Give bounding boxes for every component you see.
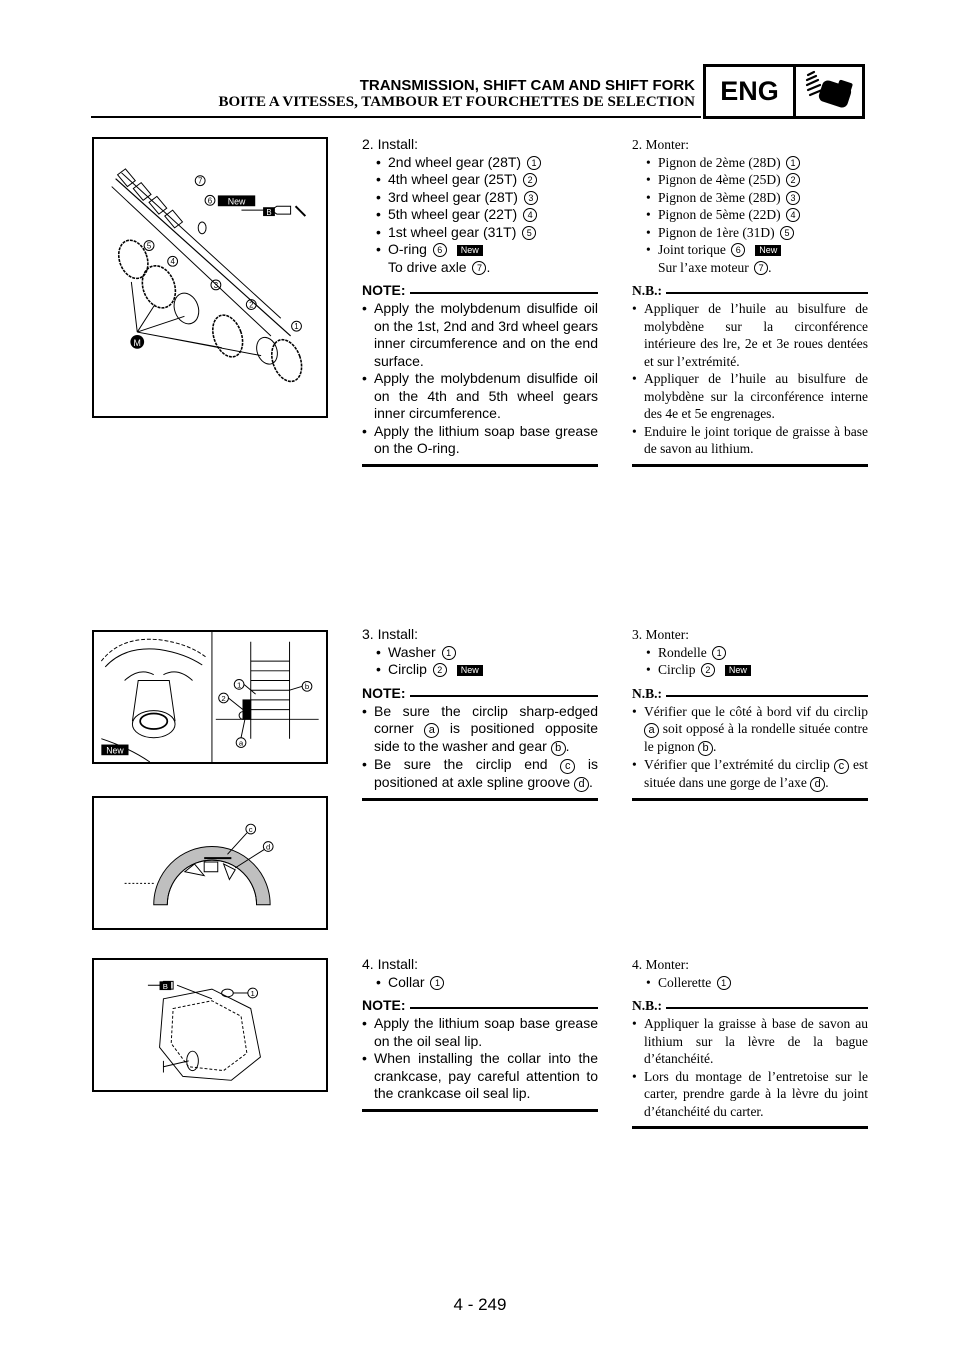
- list-item: • 1st wheel gear (31T) 5: [362, 224, 598, 242]
- text: b: [698, 741, 713, 756]
- text: 1: [236, 680, 242, 690]
- step-4-heading-fr: 4. Monter:: [632, 957, 689, 972]
- text: a: [238, 738, 244, 748]
- text: 6: [207, 196, 213, 206]
- list-item: • O-ring 6 New: [362, 241, 598, 259]
- text: Joint torique: [658, 242, 726, 257]
- note-heading: [362, 685, 598, 703]
- note-item: • When installing the collar into the crankcase, pay careful attention to the crankcase oil seal lip.: [362, 1050, 598, 1101]
- text: 1: [250, 988, 255, 998]
- text: Washer: [388, 643, 436, 660]
- note-end-rule: [632, 1126, 868, 1129]
- note-item: • Lors du montage de l’entretoise sur le carter, prendre garde à la lèvre du joint d’étanchéité du carter.: [632, 1068, 868, 1119]
- list-item: • Washer 1: [362, 644, 598, 662]
- text: 2: [221, 693, 226, 703]
- text: .: [713, 739, 717, 754]
- text: Vérifier que l’extrémité du circlip: [644, 757, 834, 772]
- text: NOTE:: [362, 997, 410, 1013]
- step-3-heading: 3. Install:: [362, 626, 419, 642]
- text: c: [248, 824, 253, 834]
- text: 4: [170, 257, 175, 267]
- text: Appliquer la graisse à base de savon au lithium sur la lèvre de la bague d’étanchéité.: [644, 1016, 868, 1066]
- list-item: • Pignon de 5ème (22D) 4: [632, 206, 868, 224]
- text: Vérifier que le côté à bord vif du circlip: [644, 703, 868, 719]
- new-tag: New: [725, 665, 751, 676]
- text: .: [825, 775, 829, 790]
- figure-circlip-install: [92, 630, 328, 764]
- text: 1: [786, 156, 800, 170]
- text: 6: [433, 243, 447, 257]
- text: N.B.:: [632, 686, 666, 701]
- text: 3: [213, 280, 219, 290]
- text: 2: [786, 173, 800, 187]
- text: .: [565, 738, 570, 754]
- text: est située dans une gorge de l’axe: [644, 757, 868, 790]
- note-item: • Be sure the circlip sharp-edged corner a is positioned opposite side to the washer and gear b .: [362, 702, 598, 754]
- text: 4: [786, 208, 800, 222]
- eng-badge-label: ENG: [706, 67, 796, 116]
- figure-collar-crankcase: [92, 958, 328, 1092]
- fig2-new-tag: New: [106, 745, 124, 756]
- engine-piston-icon: [798, 69, 862, 113]
- text: Appliquer de l’huile au bisulfure de molybdène sur la circonférence intérieure des lre, 2e et 3e roues dentées et sur l’extrémité.: [644, 301, 868, 369]
- text: 1: [442, 646, 456, 660]
- list-item: • Pignon de 3ème (28D) 3: [632, 189, 868, 207]
- text: 2: [433, 663, 447, 677]
- text: b: [304, 682, 310, 692]
- page-number: 4 - 249: [453, 1295, 507, 1314]
- note-heading: [362, 997, 598, 1015]
- text: is positioned opposite side to the washer and gear: [374, 720, 598, 754]
- section-3-french: [632, 956, 868, 1129]
- text: Be sure the circlip end: [374, 756, 561, 772]
- text: N.B.:: [632, 283, 666, 298]
- text: O-ring: [388, 241, 427, 257]
- fig1-new-tag: New: [227, 196, 246, 207]
- text: d: [810, 777, 825, 792]
- text: Collerette: [658, 974, 712, 990]
- text: 4th wheel gear (25T): [388, 171, 518, 187]
- section-1-english: 2. Install: • 2nd wheel gear (28T) 1 • 4th wheel gear (25T) 2 • 3rd wheel gear (28T) 3 • 5th wheel gear (22T) 4 • 1st wheel gear (31T) 5 • O-ring 6 New To drive axle 7 . NOTE: • Apply the molybdenum disulfide oil on the 1st, 2nd and 3rd wheel gears inner circumference and on the end surface. • Apply the molybdenum disulfide oil on the 4th and 5th wheel gears inner circumference. • Apply the lithium soap base grease on the O-ring.: [362, 136, 598, 467]
- text: .: [589, 774, 593, 790]
- list-item: • Pignon de 4ème (25D) 2: [632, 171, 868, 189]
- text: 3: [786, 191, 800, 205]
- text: is positioned at axle spline groove: [374, 756, 598, 790]
- text: Appliquer de l’huile au bisulfure de molybdène sur la circonférence interne des 4e et 5e engrenages.: [644, 371, 868, 421]
- header-rule: [91, 116, 701, 118]
- note-end-rule: [362, 798, 598, 801]
- text: 2: [523, 173, 537, 187]
- eng-badge: [703, 64, 865, 119]
- note-heading: [362, 282, 598, 300]
- note-item: • Appliquer de l’huile au bisulfure de molybdène sur la circonférence interne des 4e et 5e engrenages.: [632, 371, 868, 421]
- text: 1: [430, 976, 444, 990]
- text: 3: [524, 191, 538, 205]
- text: Circlip: [388, 661, 427, 677]
- text: Sur l’axe moteur: [658, 259, 749, 275]
- text: Apply the lithium soap base grease on the oil seal lip.: [374, 1015, 598, 1049]
- text: d: [266, 842, 271, 852]
- step-2-heading-fr: 2. Monter:: [632, 137, 689, 152]
- step-4-heading: 4. Install:: [362, 956, 419, 972]
- text: Apply the molybdenum disulfide oil on the 4th and 5th wheel gears inner circumference.: [374, 370, 598, 421]
- note-item: • Apply the molybdenum disulfide oil on the 4th and 5th wheel gears inner circumference.: [362, 370, 598, 421]
- section-3-english: [362, 956, 598, 1112]
- text: soit opposé à la rondelle située contre le pignon: [644, 721, 868, 754]
- text: Pignon de 3ème (28D): [658, 189, 781, 205]
- section-2-french: [632, 626, 868, 801]
- text: Circlip: [658, 662, 696, 677]
- list-item: • Joint torique 6 New: [632, 241, 868, 259]
- note-end-rule: [362, 1109, 598, 1112]
- text: 5: [780, 226, 794, 240]
- text: Enduire le joint torique de graisse à base de savon au lithium.: [644, 423, 868, 456]
- section-1-french: 2. Monter: • Pignon de 2ème (28D) 1 • Pignon de 4ème (25D) 2 • Pignon de 3ème (28D) 3 • Pignon de 5ème (22D) 4 • Pignon de 1ère (31D) 5 • Joint torique 6 New Sur l’axe moteur 7 . N.B.: • Appliquer de l’huile au bisulfure de molybdène sur la circonférence intérieure des lre, 2e et 3e roues dentées et sur l’extrémité. • Appliquer de l’huile au bisulfure de molybdène sur la circonférence interne des 4e et 5e engrenages. • Enduire le joint torique de graisse à base de savon au lithium.: [632, 136, 868, 467]
- section-2-english: [362, 626, 598, 801]
- list-item: • Collerette 1: [632, 974, 868, 992]
- figure-gear-assembly: [92, 137, 328, 418]
- text: 5th wheel gear (22T): [388, 206, 518, 222]
- note-heading: [632, 997, 868, 1015]
- note-item: • Apply the lithium soap base grease on the oil seal lip.: [362, 1015, 598, 1049]
- text: Pignon de 2ème (28D): [658, 154, 781, 170]
- list-item: • Pignon de 2ème (28D) 1: [632, 154, 868, 172]
- list-item: • Rondelle 1: [632, 644, 868, 662]
- list-item: • 4th wheel gear (25T) 2: [362, 171, 598, 189]
- text: Pignon de 5ème (22D): [658, 207, 781, 222]
- text: M: [133, 337, 141, 348]
- text: 1: [294, 322, 299, 332]
- list-item: • 5th wheel gear (22T) 4: [362, 206, 598, 224]
- text: Apply the molybdenum disulfide oil on the 1st, 2nd and 3rd wheel gears inner circumference and on the end surface.: [374, 300, 598, 369]
- note-end-rule: [362, 464, 598, 467]
- note-item: • Apply the lithium soap base grease on the O-ring.: [362, 422, 598, 456]
- text: When installing the collar into the crankcase, pay careful attention to the crankcase oil seal lip.: [374, 1050, 598, 1101]
- note-item: • Appliquer la graisse à base de savon au lithium sur la lèvre de la bague d’étanchéité.: [632, 1016, 868, 1066]
- text: Lors du montage de l’entretoise sur le carter, prendre garde à la lèvre du joint d’étanchéité du carter.: [644, 1068, 868, 1119]
- text: 7: [472, 261, 486, 275]
- text: 1: [717, 976, 731, 990]
- text: a: [424, 723, 439, 738]
- text: Pignon de 4ème (25D): [658, 172, 781, 187]
- note-heading: [632, 282, 868, 300]
- note-end-rule: [632, 464, 868, 467]
- text: 2nd wheel gear (28T): [388, 153, 522, 170]
- note-item: • Vérifier que le côté à bord vif du circlip a soit opposé à la rondelle située contre le pignon b .: [632, 703, 868, 754]
- text: To drive axle: [388, 258, 467, 275]
- note-end-rule: [632, 798, 868, 801]
- text: a: [644, 723, 659, 738]
- text: 1: [527, 156, 541, 170]
- note-item: • Be sure the circlip end c is positioned at axle spline groove d .: [362, 756, 598, 790]
- text: Rondelle: [658, 644, 707, 660]
- text: b: [551, 741, 566, 756]
- note-item: • Apply the molybdenum disulfide oil on the 1st, 2nd and 3rd wheel gears inner circumference and on the end surface.: [362, 300, 598, 369]
- text: Pignon de 1ère (31D): [658, 224, 775, 240]
- header-title: TRANSMISSION, SHIFT CAM AND SHIFT FORK: [359, 77, 695, 94]
- list-item: • Circlip 2 New: [632, 661, 868, 679]
- text: Apply the lithium soap base grease on the O-ring.: [374, 422, 598, 456]
- step-3-heading-fr: 3. Monter:: [632, 627, 689, 642]
- note-item: • Enduire le joint torique de graisse à base de savon au lithium.: [632, 423, 868, 456]
- text: 7: [197, 176, 203, 186]
- text: d: [574, 777, 589, 792]
- text: 1st wheel gear (31T): [388, 223, 517, 240]
- text: 2: [249, 300, 254, 310]
- text: 6: [731, 243, 745, 257]
- text: B: [266, 208, 272, 218]
- text: Collar: [388, 973, 425, 990]
- list-item: • Collar 1: [362, 974, 598, 992]
- text: c: [834, 759, 849, 774]
- note-item: • Appliquer de l’huile au bisulfure de molybdène sur la circonférence intérieure des lre, 2e et 3e roues dentées et sur l’extrémité.: [632, 301, 868, 369]
- new-tag: New: [755, 245, 781, 256]
- list-item: • 2nd wheel gear (28T) 1: [362, 154, 598, 172]
- text: 4: [523, 208, 537, 222]
- text: c: [560, 759, 575, 774]
- text: NOTE:: [362, 685, 410, 701]
- text: Be sure the circlip sharp-edged corner: [374, 702, 598, 736]
- new-tag: New: [457, 245, 483, 256]
- list-item: • Circlip 2 New: [362, 661, 598, 679]
- text: N.B.:: [632, 998, 666, 1013]
- text: 3rd wheel gear (28T): [388, 188, 518, 205]
- new-tag: New: [457, 665, 483, 676]
- text: 7: [754, 261, 768, 275]
- figure-circlip-groove: [92, 796, 328, 930]
- text: 2: [701, 663, 715, 677]
- note-item: • Vérifier que l’extrémité du circlip c est située dans une gorge de l’axe d .: [632, 757, 868, 790]
- list-item: • 3rd wheel gear (28T) 3: [362, 189, 598, 207]
- text: 1: [712, 646, 726, 660]
- list-item: • Pignon de 1ère (31D) 5: [632, 224, 868, 242]
- text: NOTE:: [362, 282, 410, 298]
- text: B: [162, 982, 168, 992]
- header-subtitle: BOITE A VITESSES, TAMBOUR ET FOURCHETTES DE SELECTION: [218, 94, 695, 110]
- text: 5: [522, 226, 536, 240]
- note-heading: [632, 685, 868, 703]
- text: 5: [146, 241, 152, 251]
- step-2-heading: 2. Install:: [362, 136, 419, 152]
